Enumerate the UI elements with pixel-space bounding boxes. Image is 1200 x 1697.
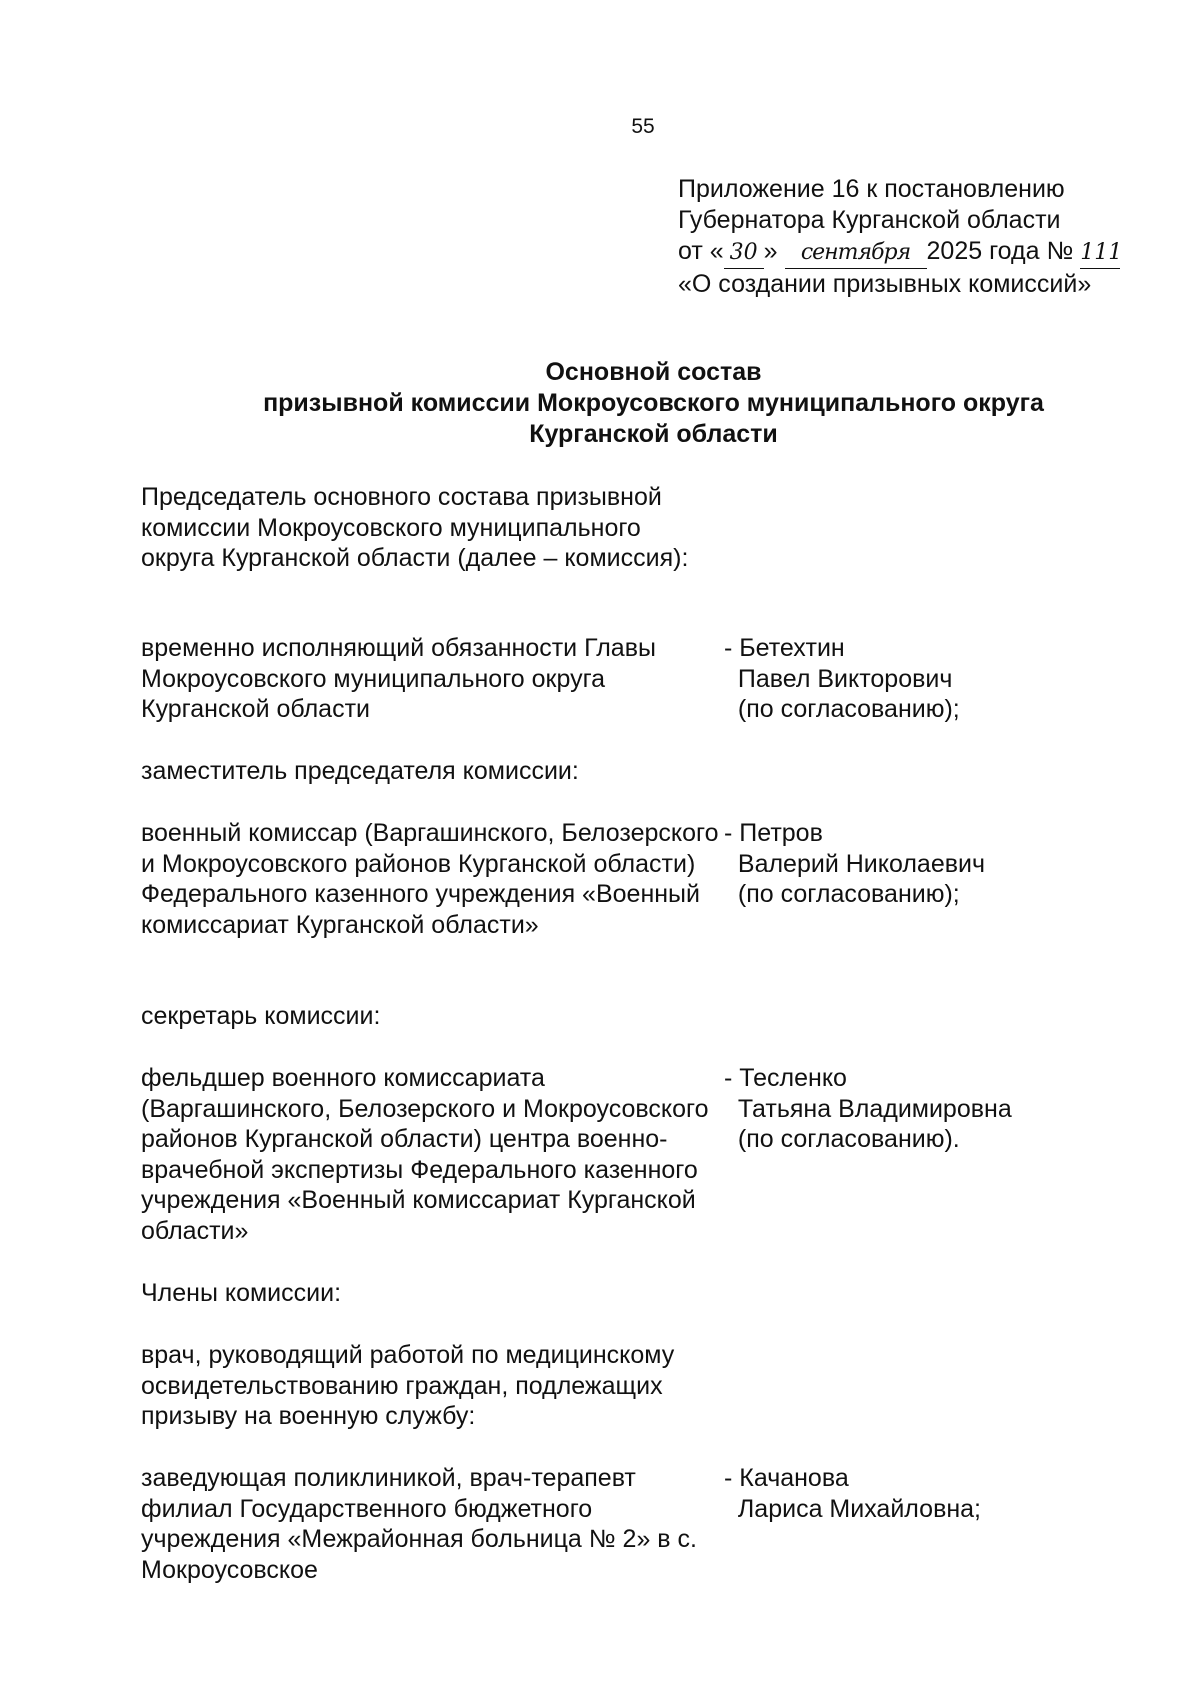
- secretary-person: [724, 1063, 1044, 1155]
- person-name: Татьяна Владимировна: [724, 1094, 1012, 1123]
- doctor-heading: врач, руководящий работой по медицинскому освидетельствованию граждан, подлежащих призыву на военную службу:: [141, 1341, 675, 1430]
- title-line-3: Курганской области: [529, 420, 778, 448]
- handwritten-number: 111: [1080, 237, 1120, 269]
- appendix-date-prefix: от «: [678, 237, 724, 265]
- person-note: (по согласованию);: [724, 695, 960, 723]
- appendix-year: 2025 года №: [926, 237, 1081, 265]
- deputy-position: военный комиссар (Варгашинского, Белозерского и Мокроусовского районов Курганской области) Федерального казенного учреждения «Военный комиссариат Курганской области»: [141, 819, 719, 939]
- title-line-2: призывной комиссии Мокроусовского муниципального округа: [263, 389, 1044, 417]
- doctor-position: заведующая поликлиникой, врач-терапевт филиал Государственного бюджетного учреждения «Межрайонная больница № 2» в с. Мокроусовское: [141, 1464, 697, 1584]
- person-surname: - Петров: [724, 819, 823, 847]
- person-note: (по согласованию);: [724, 880, 960, 908]
- handwritten-day: 30: [724, 237, 764, 269]
- chairman-position: временно исполняющий обязанности Главы Мокроусовского муниципального округа Курганской области: [141, 634, 656, 723]
- title-line-1: Основной состав: [545, 358, 762, 386]
- secretary-heading: секретарь комиссии:: [141, 1002, 381, 1030]
- secretary-position: фельдшер военного комиссариата (Варгашинского, Белозерского и Мокроусовского районов Курганской области) центра военно-врачебной экспертизы Федерального казенного учреждения «Военный комиссариат Курганской области»: [141, 1064, 709, 1245]
- members-heading: Члены комиссии:: [141, 1279, 342, 1307]
- appendix-date-mid: »: [763, 237, 785, 265]
- document-title: [140, 357, 1167, 450]
- deputy-heading: заместитель председателя комиссии:: [141, 757, 579, 785]
- page-number: 55: [631, 115, 655, 138]
- person-surname: - Качанова: [724, 1464, 849, 1492]
- chairman-heading: Председатель основного состава призывной комиссии Мокроусовского муниципального округа Курганской области (далее – комиссия):: [141, 483, 689, 572]
- appendix-line-3: [678, 236, 1178, 269]
- deputy-person: [724, 818, 1044, 910]
- person-name: Лариса Михайловна;: [724, 1494, 982, 1523]
- doctor-person: [724, 1463, 1044, 1524]
- person-surname: - Тесленко: [724, 1064, 847, 1092]
- person-note: (по согласованию).: [724, 1125, 960, 1153]
- appendix-line-4: «О создании призывных комиссий»: [678, 270, 1092, 298]
- appendix-line-1: Приложение 16 к постановлению: [678, 175, 1065, 203]
- person-name: Валерий Николаевич: [724, 849, 985, 878]
- appendix-line-2: Губернатора Курганской области: [678, 206, 1061, 234]
- person-surname: - Бетехтин: [724, 634, 845, 662]
- chairman-person: [724, 633, 1044, 725]
- handwritten-month: сентября: [785, 237, 927, 269]
- person-name: Павел Викторович: [724, 664, 953, 693]
- appendix-block: [678, 174, 1178, 300]
